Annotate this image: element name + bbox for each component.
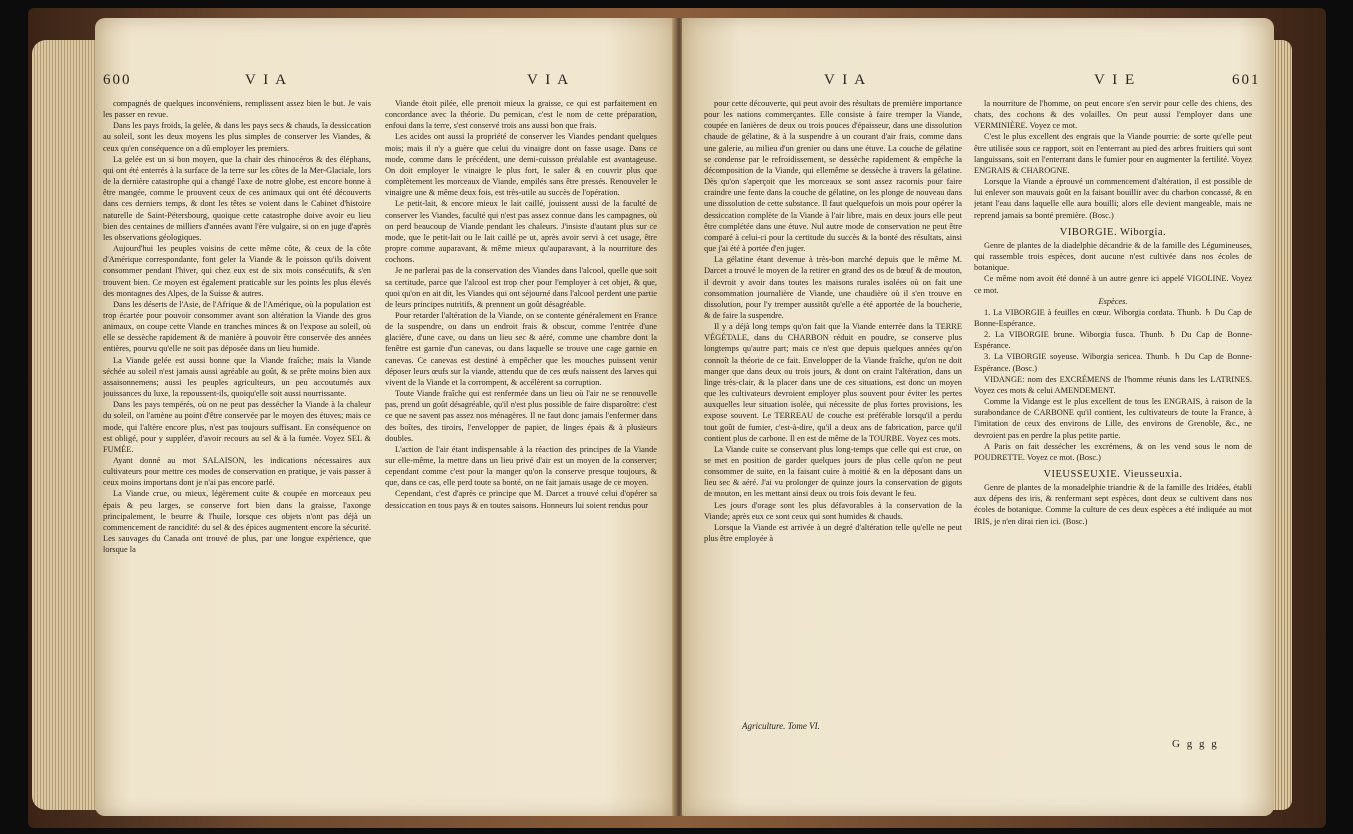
paragraph: pour cette découverte, qui peut avoir des résultats de première importance pour les nations commerçantes. Elle consiste à faire tremper la Viande, coupée en lanières de deux ou trois pouces d'épaisseur, dans une dissolution chaude de gélatine, & à la suspendre à un courant d'air frais, comme dans une galerie, au milieu d'un grenier ou dans une étuve. La couche de gélatine se condense par le refroidissement, se dessèche rapidement & empêche la décomposition de la Viande, qui ellemême se dessèche à travers la gélatine. Dès qu'on s'aperçoit que les morceaux se sont assez racornis pour faire craindre une fente dans la couche de gélatine, on les plonge de nouveau dans une dissolution de cette substance. Il faut quelquefois un mois pour opérer la dessiccation complète de la Viande à l'air libre, mais en deux jours elle peut être complétée dans une étuve. Nul autre mode de conservation ne peut être comparé à celui-ci pour la certitude du succès & la bonté des résultats, ainsi que j'ai été à portée d'en juger.: [704, 99, 962, 254]
signature-mark: G g g g: [1172, 738, 1219, 750]
paragraph: Lorsque la Viande a éprouvé un commencement d'altération, il est possible de lui enlever son mauvais goût en la faisant bouillir avec du charbon concassé, & en jetant l'eau dans laquelle elle aura bouilli; alors elle devient mangeable, mais ne reprend jamais sa bonté première. (Bosc.): [974, 177, 1252, 220]
paragraph: 3. La VIBORGIE soyeuse. Wiborgia sericea. Thunb. ♄ Du Cap de Bonne-Espérance. (Bosc.): [974, 352, 1252, 373]
right-page: [682, 18, 1274, 816]
running-head-left-2: V I A: [527, 72, 571, 88]
paragraph: Toute Viande fraîche qui est renfermée dans un lieu où l'air ne se renouvelle pas, prend un goût désagréable, qu'il n'est plus possible de faire disparoître: c'est ce que ne savent pas assez nos ménagères. Il ne faut donc jamais l'enfermer dans des boîtes, des tiroirs, l'envelopper de papier, de linges épais & à plusieurs doubles.: [385, 389, 657, 443]
paragraph: A Paris on fait dessécher les excrémens, & on les vend sous le nom de POUDRETTE. Voyez ce mot. (Bosc.): [974, 441, 1252, 462]
paragraph: Lorsque la Viande est arrivée à un degré d'altération telle qu'elle ne peut plus être employée à: [704, 522, 962, 544]
paragraph: 1. La VIBORGIE à feuilles en cœur. Wiborgia cordata. Thunb. ♄ Du Cap de Bonne-Espérance.: [974, 307, 1252, 328]
paragraph: La gelée est un si bon moyen, que la chair des rhinocéros & des éléphans, qui ont été enterrés à la surface de la terre sur les côtes de la Mer-Glaciale, lors de la dernière catastrophe qui a changé l'axe de notre globe, est encore bonne à être mangée, comme le prouvent ceux de ces animaux qui ont été découverts dans ces derniers temps, & dont les têtes se voient dans le Cabinet d'histoire naturelle de Saint-Pétersbourg, quoique cette catastrophe doive avoir eu lieu bien des centaines de milliers d'années avant l'ère vulgaire, si on en juge d'après les observations géologiques.: [103, 154, 371, 242]
left-column-2: [385, 98, 657, 808]
paragraph: Ayant donné au mot SALAISON, les indications nécessaires aux cultivateurs pour mettre ces modes de conservation en pratique, je vais passer à ceux moins importans dont je n'ai pas encore parlé.: [103, 456, 371, 488]
paragraph: La gélatine étant devenue à très-bon marché depuis que le même M. Darcet a trouvé le moyen de la retirer en grand des os de bœuf & de mouton, il devroit y avoir dans toutes les maisons rurales isolées où on fait une consommation journalière de Viande, une chaudière où il s'en trouve en dissolution, pour l'y tremper aussitôt qu'elle a été apportée de la boucherie, & de faire la suspendre.: [704, 255, 962, 320]
paragraph: la nourriture de l'homme, on peut encore s'en servir pour celle des chiens, des chats, des cochons & des volailles. On peut aussi l'employer dans une VERMINIÈRE. Voyez ce mot.: [974, 99, 1252, 131]
running-head-right-2: V I E: [1094, 72, 1137, 88]
left-page: [95, 18, 675, 816]
paragraph: Dans les déserts de l'Asie, de l'Afrique & de l'Amérique, où la population est trop écartée pour pouvoir consommer avant son altération la Viande des gros animaux, on coupe cette Viande en tranches minces & on l'expose au soleil, où elle se dessèche rapidement & de manière à pouvoir être conservée des années entières, pourvu qu'elle ne soit pas déposée dans un lieu humide.: [103, 299, 371, 354]
page-edges-left: [32, 40, 98, 810]
paragraph: La Viande crue, ou mieux, légèrement cuite & coupée en morceaux peu épais & peu larges, se conserve fort bien dans la graisse, l'axonge principalement, le beurre & l'huile, lorsque ces objets n'ont pas déjà un commencement de rancidité: du sel & des épices augmentent encore la sécurité. Les sauvages du Canada ont trouvé de plus, par une longue expérience, que lorsque la: [103, 489, 371, 555]
paragraph: Dans les pays tempérés, où on ne peut pas dessécher la Viande à la chaleur du soleil, on l'amène au point d'être conservée par le moyen des étuves; mais ce mode, qui l'altère encore plus, n'est pas toujours suffisant. En conséquence on est obligé, pour y suppléer, d'avoir recours au sel & à la fumée. Voyez SEL & FUMÉE.: [103, 400, 371, 454]
paragraph: 2. La VIBORGIE brune. Wiborgia fusca. Thunb. ♄ Du Cap de Bonne-Espérance.: [974, 330, 1252, 351]
paragraph: Les jours d'orage sont les plus défavorables à la conservation de la Viande; après eux ce sont ceux qui sont humides & chauds.: [704, 500, 962, 521]
paragraph: Je ne parlerai pas de la conservation des Viandes dans l'alcool, quelle que soit sa certitude, parce que l'alcool est trop cher pour l'employer à cet objet, & que, quoi qu'on en ait dit, les Viandes qui ont séjourné dans l'alcool perdent une partie de leurs principes nutritifs, & prennent un goût désagréable.: [385, 266, 657, 309]
paragraph: Le petit-lait, & encore mieux le lait caillé, jouissent aussi de la faculté de conserver les Viandes, faculté qui n'est pas assez connue dans les campagnes, où on perd beaucoup de Viande pendant les chaleurs. J'insiste d'autant plus sur ce mode, que le petit-lait ou le lait caillé pe ut, après avoir servi à cet usage, être propre comme auparavant, & même mieux qu'auparavant, à la nourriture des cochons.: [385, 199, 657, 265]
paragraph: Espèces.: [1098, 296, 1128, 306]
paragraph: La Viande gelée est aussi bonne que la Viande fraîche; mais la Viande séchée au soleil n'est jamais aussi agréable au goût, & se prête moins bien aux assaisonnemens; aussi les peuples agriculteurs, un peu accoutumés aux jouissances du luxe, la repoussent-ils, quoiqu'elle soit aussi nourrissante.: [103, 355, 371, 399]
paragraph: Il y a déjà long temps qu'on fait que la Viande enterrée dans la TERRE VÉGÉTALE, dans du CHARBON réduit en poudre, se conserve plus longtemps qu'autre part; mais ce n'est que depuis quelques années qu'on connoît la théorie de ce fait. Envelopper de la Viande fraîche, qu'on ne doit manger que dans deux ou trois jours, & dont on craint l'altération, dans un linge très-clair, & la placer dans une de ces situations, est donc un moyen que les cultivateurs devroient employer plus souvent pour éviter les pertes auxquelles leur situation isolée, qui nécessite de plus fortes provisions, les expose souvent. Le TERREAU de couche est préférable lorsqu'il a perdu tout goût de fumier, c'est-à-dire, qu'il a deux ans de fabrication, parce qu'il contient plus de carbone. Il en est de même de la TOURBE. Voyez ces mots.: [704, 322, 962, 443]
paragraph: Aujourd'hui les peuples voisins de cette même côte, & ceux de la côte d'Amérique correspondante, font geler la Viande & le poisson qu'ils doivent consommer pendant l'hiver, qui chez eux est de six mois consécutifs, & s'en trouvent bien. Ce moyen est également praticable sur les points les plus élevés des montagnes des Alpes, de la Suisse & autres.: [103, 244, 371, 298]
paragraph: Comme la Vidange est le plus excellent de tous les ENGRAIS, à raison de la surabondance de CARBONE qu'il contient, les cultivateurs de toute la France, à l'imitation de ceux des environs de Lille, des environs de Grenoble, &c., ne devroient pas en perdre la plus petite partie.: [974, 397, 1252, 440]
footer-volume: Agriculture. Tome VI.: [742, 721, 820, 731]
paragraph: VIDANGE: nom des EXCRÉMENS de l'homme réunis dans les LATRINES. Voyez ces mots & celui AMENDEMENT.: [974, 374, 1252, 395]
paragraph: Genre de plantes de la monadelphie triandrie & de la famille des Iridées, établi aux dépens des iris, & renfermant sept espèces, dont deux se cultivent dans nos écoles de botanique. Comme la culture de ces deux espèces a été indiquée au mot IRIS, je n'en dirai rien ici. (Bosc.): [974, 483, 1252, 526]
paragraph: Pour retarder l'altération de la Viande, on se contente généralement en France de la suspendre, ou dans un endroit frais & obscur, comme l'entrée d'une glacière, d'une cave, ou dans un lieu sec & aéré, comme une chambre dont la fenêtre est garnie d'un canevas, ou dans laquelle se trouve une cage garnie en canevas. Ce canevas est destiné à empêcher que les mouches puissent venir déposer leurs œufs sur la viande, attendu que de ces œufs naissent des larves qui vivent de la Viande et la corrompent, & accélèrent sa corruption.: [385, 310, 657, 387]
paragraph: C'est le plus excellent des engrais que la Viande pourrie: de sorte qu'elle peut être utilisée sous ce rapport, soit en l'enterrant au pied des arbres fruitiers qui sont languissans, soit en l'enterrant dans le fumier pour en augmenter la fertilité. Voyez ENGRAIS & CHAROGNE.: [974, 132, 1252, 175]
paragraph: VIBORGIE. Wiborgia.: [1059, 226, 1167, 238]
paragraph: Dans les pays froids, la gelée, & dans les pays secs & chauds, la dessiccation au soleil, sont les deux moyens les plus simples de conserver les Viandes, & ceux qu'en conséquence on a dû employer les premiers.: [103, 121, 371, 153]
running-head-right-1: V I A: [824, 72, 868, 88]
page-number-left: 600: [103, 72, 132, 88]
paragraph: L'action de l'air étant indispensable à la réaction des principes de la Viande sur elle-même, la mettre dans un lieu privé d'air est un moyen de la conserver; cependant comme c'est pour la manger qu'on la conserve presque toujours, & que, dans ce cas, elle perd toute sa bonté, on ne fait jamais usage de ce moyen.: [385, 444, 657, 488]
paragraph: compagnés de quelques inconvéniens, remplissent assez bien le but. Je vais les passer en revue.: [103, 99, 371, 120]
paragraph: Viande étoit pilée, elle prenoit mieux la graisse, ce qui est parfaitement en concordance avec la théorie. Du pemican, c'est le nom de cette préparation, enfoui dans la terre, s'est conservé trois ans aussi bon que frais.: [385, 99, 657, 131]
right-column-2: [974, 98, 1252, 740]
paragraph: Cependant, c'est d'après ce principe que M. Darcet a trouvé celui d'opérer sa dessiccation en tous pays & en toutes saisons. Honneurs lui soient rendus pour: [385, 489, 657, 510]
page-number-right: 601: [1232, 72, 1261, 88]
left-column-1: [103, 98, 371, 808]
paragraph: Ce même nom avoit été donné à un autre genre ici appelé VIGOLINE. Voyez ce mot.: [974, 274, 1252, 295]
paragraph: Genre de plantes de la diadelphie décandrie & de la famille des Légumineuses, qui rassemble trois espèces, dont aucune n'est cultivée dans nos écoles de botanique.: [974, 240, 1252, 273]
paragraph: La Viande cuite se conservant plus long-temps que celle qui est crue, on se met en position de garder quelques jours de plus celle qu'on ne peut consommer de suite, en la faisant cuire à moitié & en la déposant dans un lieu sec & aéré. J'ai vu prolonger de quinze jours la conservation de gigots de mouton, en les mettant ainsi deux ou trois fois devant le feu.: [704, 444, 962, 499]
running-head-left-1: V I A: [245, 72, 289, 88]
paragraph: Les acides ont aussi la propriété de conserver les Viandes pendant quelques mois; mais il n'y a guère que celui du vinaigre dont on fasse usage. Dans ce mode, comme dans le précédent, une demi-cuisson préalable est avantageuse. On doit employer le vinaigre le plus fort, le saler & en couvrir plus que complètement les morceaux de Viande, empilés sans être pressés. Renouveler le vinaigre une & même deux fois, est très-utile au succès de l'opération.: [385, 132, 657, 198]
right-column-1: [704, 98, 962, 720]
paragraph: VIEUSSEUXIE. Vieusseuxia.: [1043, 469, 1183, 480]
